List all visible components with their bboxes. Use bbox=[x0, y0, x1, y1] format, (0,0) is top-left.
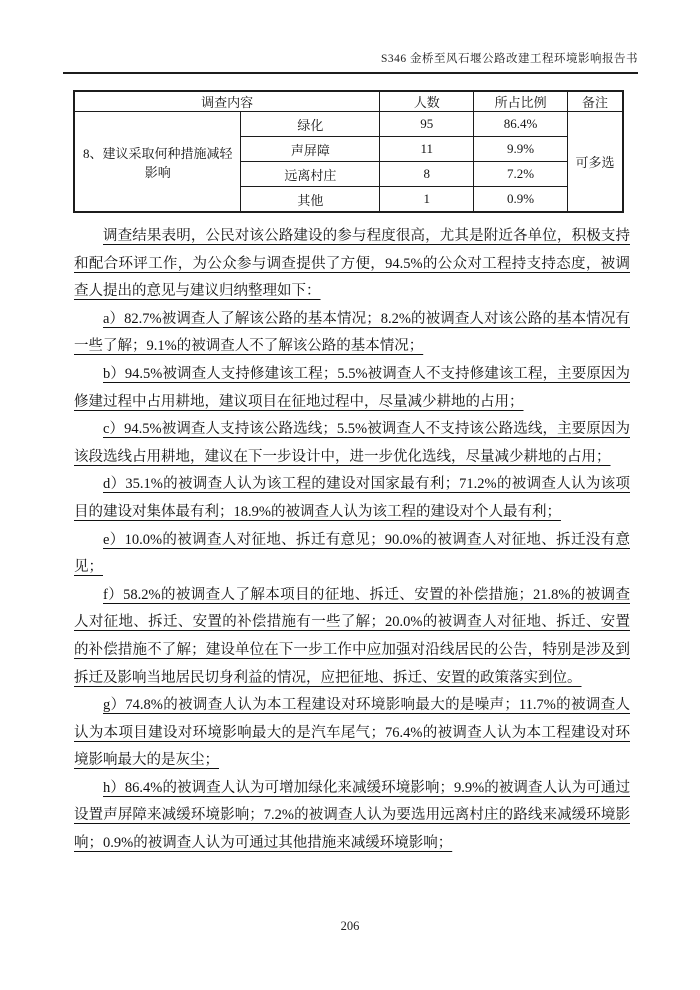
table-cell-percent: 7.2% bbox=[474, 162, 568, 187]
table-header-count: 人数 bbox=[380, 91, 474, 112]
report-body bbox=[74, 223, 630, 858]
table-cell-percent: 9.9% bbox=[474, 137, 568, 162]
paragraph-intro: 调查结果表明，公民对该公路建设的参与程度很高，尤其是附近各单位，积极支持和配合环评工作，为公众参与调查提供了方便，94.5%的公众对工程持支持态度，被调查人提出的意见与建议归纳整理如下： bbox=[74, 228, 630, 300]
paragraph-c: c）94.5%被调查人支持该公路选线；5.5%被调查人不支持该公路选线，主要原因为该段选线占用耕地，建议在下一步设计中，进一步优化选线，尽量减少耕地的占用； bbox=[74, 421, 630, 465]
table-cell-percent: 86.4% bbox=[474, 112, 568, 137]
table-cell-count: 8 bbox=[380, 162, 474, 187]
table-header-note: 备注 bbox=[568, 91, 623, 112]
paragraph-a: a）82.7%被调查人了解该公路的基本情况；8.2%的被调查人对该公路的基本情况有一些了解；9.1%的被调查人不了解该公路的基本情况； bbox=[74, 310, 630, 355]
table-header-percent: 所占比例 bbox=[474, 91, 568, 112]
paragraph-d: d）35.1%的被调查人认为该工程的建设对国家最有利；71.2%的被调查人认为该项目的建设对集体最有利；18.9%的被调查人认为该工程的建设对个人最有利； bbox=[74, 476, 630, 520]
table-cell-option: 声屏障 bbox=[241, 137, 380, 162]
paragraph-h: h）86.4%的被调查人认为可增加绿化来减缓环境影响；9.9%的被调查人认为可通过设置声屏障来减缓环境影响；7.2%的被调查人认为要选用远离村庄的路线来减缓环境影响；0.9%的被调查人认为可通过其他措施来减缓环境影响； bbox=[74, 779, 630, 852]
survey-results-table bbox=[73, 90, 624, 213]
paragraph-b: b）94.5%被调查人支持修建该工程；5.5%被调查人不支持修建该工程，主要原因为修建过程中占用耕地，建议项目在征地过程中，尽量减少耕地的占用； bbox=[74, 365, 630, 410]
table-cell-option: 绿化 bbox=[241, 112, 380, 137]
table-cell-count: 1 bbox=[380, 187, 474, 213]
table-cell-count: 11 bbox=[380, 137, 474, 162]
table-row bbox=[74, 112, 623, 137]
table-cell-option: 其他 bbox=[241, 187, 380, 213]
table-header-survey-content: 调查内容 bbox=[74, 91, 380, 112]
table-group-label: 8、建议采取何种措施减轻影响 bbox=[74, 112, 241, 213]
table-cell-option: 远离村庄 bbox=[241, 162, 380, 187]
paragraph-g: g）74.8%的被调查人认为本工程建设对环境影响最大的是噪声；11.7%的被调查人认为本项目建设对环境影响最大的是汽车尾气；76.4%的被调查人认为本工程建设对环境影响最大的是灰尘； bbox=[74, 697, 630, 769]
table-cell-count: 95 bbox=[380, 112, 474, 137]
paragraph-e: e）10.0%的被调查人对征地、拆迁有意见；90.0%的被调查人对征地、拆迁没有意见； bbox=[74, 531, 630, 576]
page-number: 206 bbox=[340, 919, 360, 933]
report-header-title: S346 金桥至风石堰公路改建工程环境影响报告书 bbox=[63, 50, 638, 74]
paragraph-f: f）58.2%的被调查人了解本项目的征地、拆迁、安置的补偿措施；21.8%的被调查人对征地、拆迁、安置的补偿措施有一些了解；20.0%的被调查人对征地、拆迁、安置的补偿措施不了解；建设单位在下一步工作中应加强对沿线居民的公告，特别是涉及到拆迁及影响当地居民切身利益的情况，应把征地、拆迁、安置的政策落实到位。 bbox=[74, 586, 630, 686]
table-header-row bbox=[74, 91, 623, 112]
table-cell-percent: 0.9% bbox=[474, 187, 568, 213]
table-note-cell: 可多选 bbox=[568, 112, 623, 213]
